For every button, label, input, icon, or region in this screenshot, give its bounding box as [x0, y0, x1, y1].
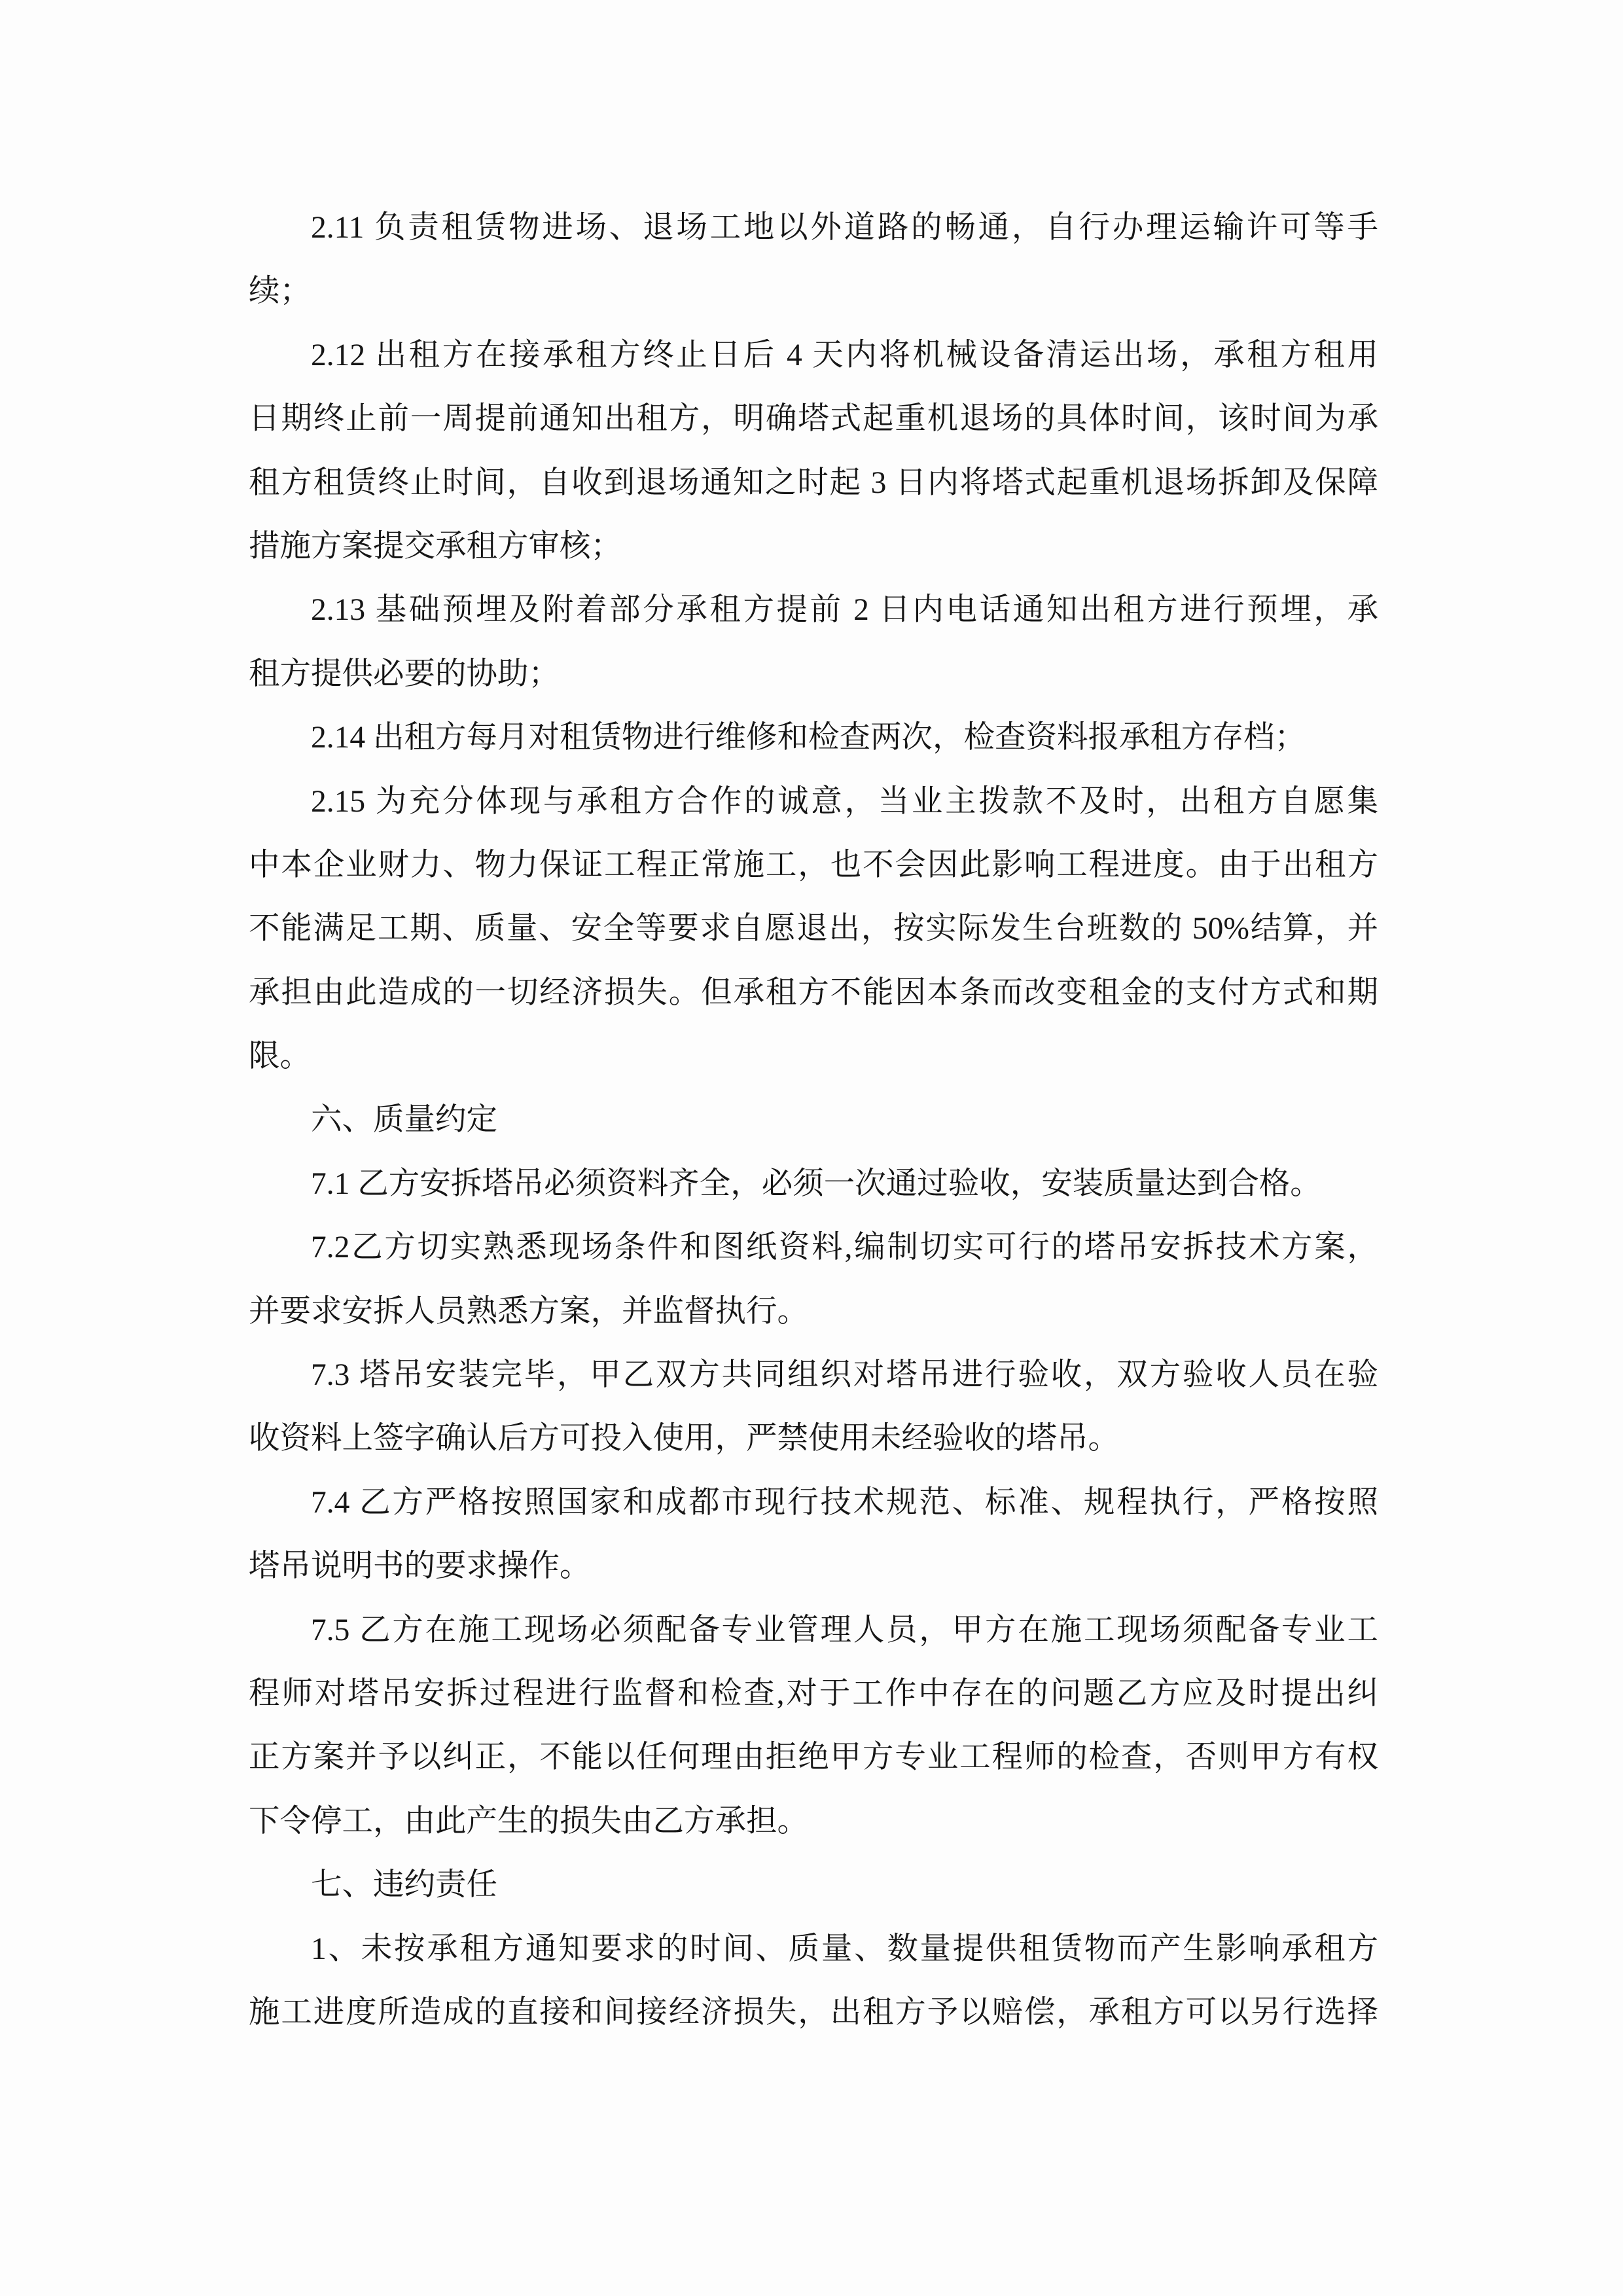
text-line: 并要求安拆人员熟悉方案，并监督执行。	[249, 1294, 808, 1329]
text-line: 续；	[249, 274, 311, 309]
text-line: 不能满足工期、质量、安全等要求自愿退出，按实际发生台班数的 50%结算，并	[249, 912, 1378, 946]
text-line: 2.15 为充分体现与承租方合作的诚意，当业主拨款不及时，出租方自愿集	[311, 784, 1378, 819]
text-line: 租方租赁终止时间，自收到退场通知之时起 3 日内将塔式起重机退场拆卸及保障	[249, 465, 1378, 500]
text-line: 7.4 乙方严格按照国家和成都市现行技术规范、标准、规程执行，严格按照	[311, 1485, 1378, 1520]
text-line: 中本企业财力、物力保证工程正常施工，也不会因此影响工程进度。由于出租方	[249, 848, 1378, 882]
text-line: 租方提供必要的协助；	[249, 656, 560, 691]
text-line: 塔吊说明书的要求操作。	[249, 1549, 591, 1584]
text-line: 措施方案提交承租方审核；	[249, 529, 622, 564]
text-line: 日期终止前一周提前通知出租方，明确塔式起重机退场的具体时间，该时间为承	[249, 402, 1378, 437]
contract-text-block	[249, 196, 1378, 2045]
text-line: 六、质量约定	[311, 1103, 497, 1138]
text-line: 程师对塔吊安拆过程进行监督和检查,对于工作中存在的问题乙方应及时提出纠	[249, 1676, 1378, 1711]
text-line: 收资料上签字确认后方可投入使用，严禁使用未经验收的塔吊。	[249, 1422, 1119, 1456]
text-line: 7.3 塔吊安装完毕，甲乙双方共同组织对塔吊进行验收，双方验收人员在验	[311, 1358, 1378, 1393]
text-line: 正方案并予以纠正，不能以任何理由拒绝甲方专业工程师的检查，否则甲方有权	[249, 1740, 1378, 1775]
text-line: 7.5 乙方在施工现场必须配备专业管理人员，甲方在施工现场须配备专业工	[311, 1613, 1378, 1647]
text-line: 7.2乙方切实熟悉现场条件和图纸资料,编制切实可行的塔吊安拆技术方案，	[311, 1230, 1378, 1265]
text-line: 限。	[249, 1039, 311, 1074]
text-line: 2.12 出租方在接承租方终止日后 4 天内将机械设备清运出场，承租方租用	[311, 338, 1378, 372]
text-line: 下令停工，由此产生的损失由乙方承担。	[249, 1804, 808, 1839]
text-line: 2.13 基础预埋及附着部分承租方提前 2 日内电话通知出租方进行预埋，承	[311, 593, 1378, 628]
text-line: 2.11 负责租赁物进场、退场工地以外道路的畅通，自行办理运输许可等手	[311, 211, 1378, 245]
text-line: 承担由此造成的一切经济损失。但承租方不能因本条而改变租金的支付方式和期	[249, 975, 1378, 1010]
text-line: 7.1 乙方安拆塔吊必须资料齐全，必须一次通过验收，安装质量达到合格。	[311, 1166, 1321, 1201]
text-line: 施工进度所造成的直接和间接经济损失，出租方予以赔偿，承租方可以另行选择	[249, 1995, 1378, 2030]
text-line: 1、未按承租方通知要求的时间、质量、数量提供租赁物而产生影响承租方	[311, 1931, 1378, 1966]
text-line: 七、违约责任	[311, 1868, 497, 1903]
text-line: 2.14 出租方每月对租赁物进行维修和检查两次，检查资料报承租方存档；	[311, 721, 1306, 755]
